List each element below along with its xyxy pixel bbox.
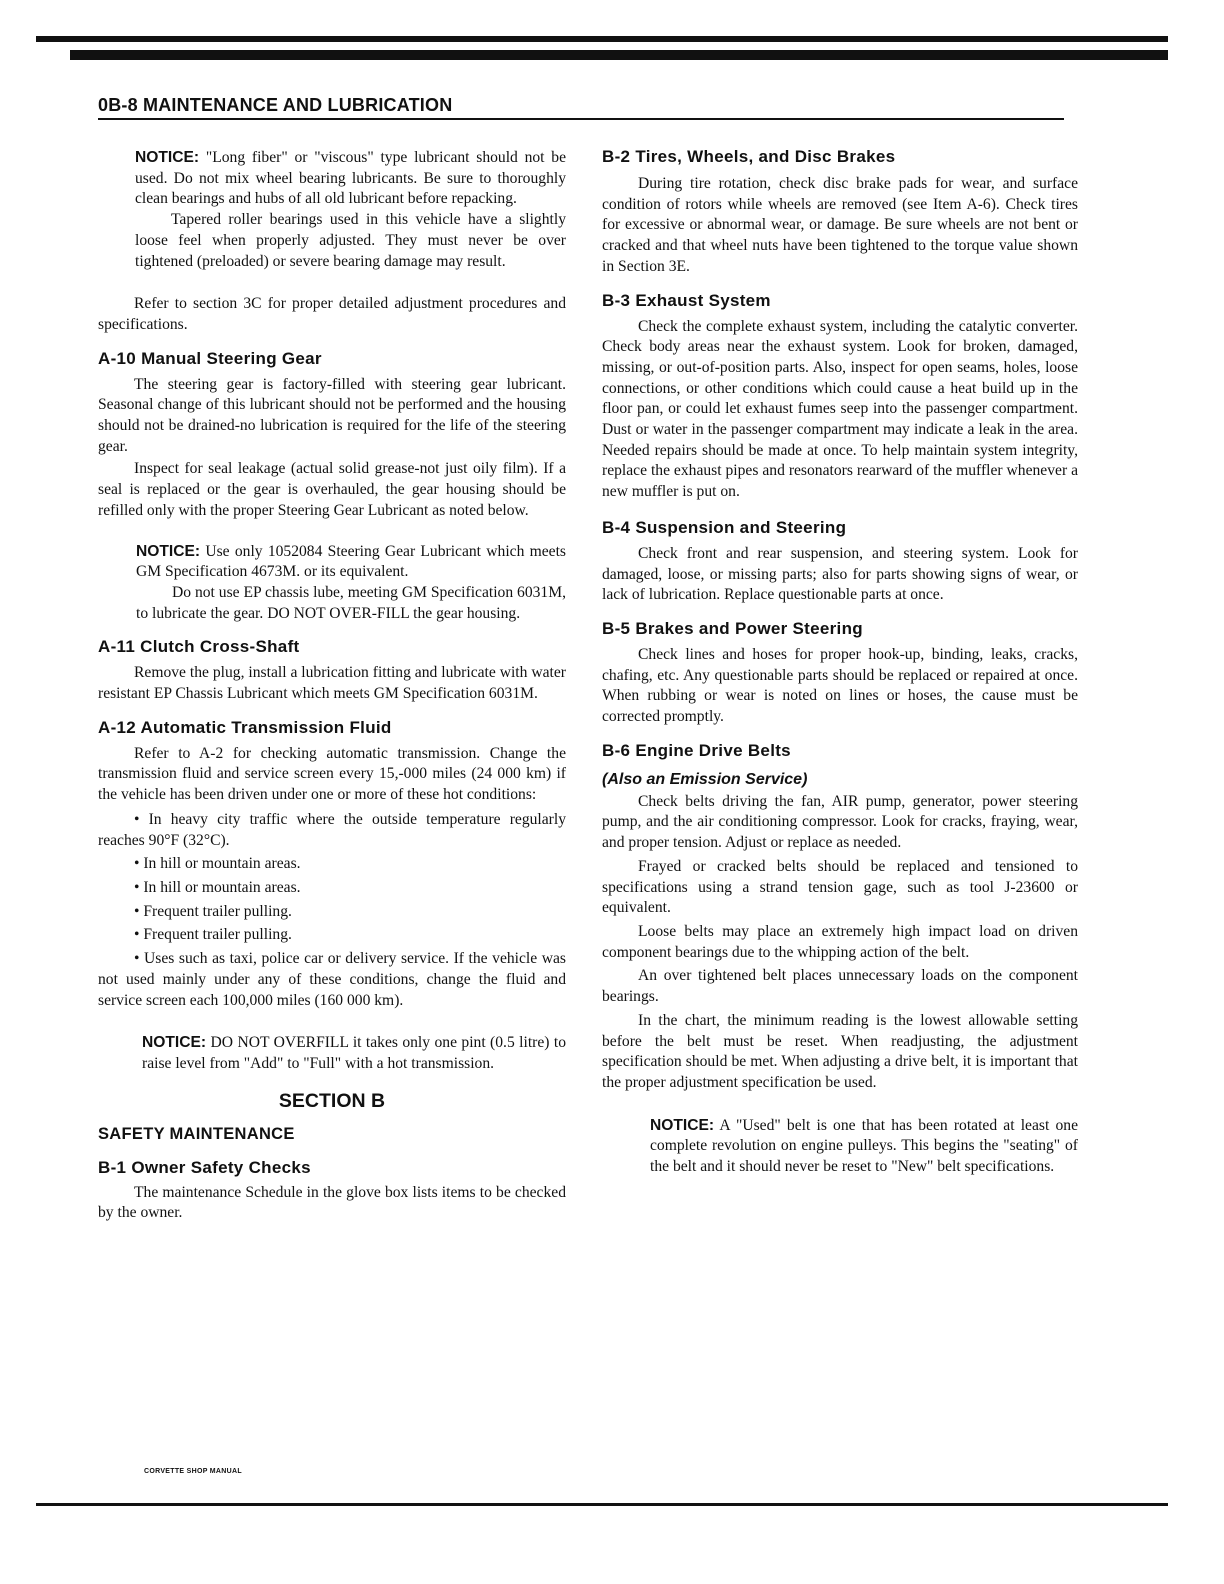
heading-a10: A-10 Manual Steering Gear	[98, 348, 322, 368]
notice-text: DO NOT OVERFILL it takes only one pint (0.5 litre) to raise level from "Add" to "Full" with a hot transmission.	[142, 1034, 566, 1072]
b6-paragraph-2: Frayed or cracked belts should be replaced and tensioned to specifications using a strand tension gage, such as tool J-23600 or equivalent.	[602, 857, 1078, 917]
right-column	[602, 146, 1078, 1178]
b4-paragraph-1: Check front and rear suspension, and steering system. Look for damaged, loose, or missing parts; also for parts showing signs of wear, or lack of lubrication. Replace questionable parts at once.	[602, 544, 1078, 604]
a12-bullet-3: • In hill or mountain areas.	[134, 878, 301, 896]
notice-text: Use only 1052084 Steering Gear Lubricant which meets GM Specification 4673M. or its equivalent.	[136, 542, 566, 581]
heading-a12: A-12 Automatic Transmission Fluid	[98, 717, 392, 737]
notice-label: NOTICE:	[136, 542, 201, 560]
refer-paragraph: Refer to section 3C for proper detailed adjustment procedures and specifications.	[98, 295, 566, 333]
heading-b4: B-4 Suspension and Steering	[602, 517, 847, 537]
a10-paragraph-2: Inspect for seal leakage (actual solid grease-not just oily film). If a seal is replaced or the gear is overhauled, the gear housing should be refilled only with the proper Steering Gear Lubricant as noted below.	[98, 460, 566, 519]
b6-subheading: (Also an Emission Service)	[602, 770, 808, 788]
notice-overfill	[142, 1033, 566, 1074]
a11-paragraph-1: Remove the plug, install a lubrication fitting and lubricate with water resistant EP Chassis Lubricant which meets GM Specification 6031M.	[98, 664, 566, 703]
notice-wheel-bearing	[135, 148, 566, 272]
heading-b5: B-5 Brakes and Power Steering	[602, 618, 863, 638]
top-rule-thick	[70, 50, 1168, 60]
notice-paragraph	[650, 1116, 1078, 1178]
safety-maintenance-heading: SAFETY MAINTENANCE	[98, 1124, 295, 1143]
a10-paragraph-1: The steering gear is factory-filled with steering gear lubricant. Seasonal change of this lubricant should not be performed and the housing should not be drained-no lubrication is required for the life of the steering gear.	[98, 375, 566, 455]
notice-paragraph	[135, 148, 566, 210]
b5-paragraph-1: Check lines and hoses for proper hook-up, binding, leaks, cracks, chafing, etc. Any questionable parts should be replaced or repaired at once. When rubbing or wear is noted on lines or hoses, the cause must be corrected promptly.	[602, 645, 1078, 726]
notice-label: NOTICE:	[650, 1116, 715, 1134]
notice-text-2: Tapered roller bearings used in this vehicle have a slightly loose feel when properly adjusted. They must never be over tightened (preloaded) or severe bearing damage may result.	[135, 211, 566, 270]
bottom-rule	[36, 1503, 1168, 1506]
notice-text-2: Do not use EP chassis lube, meeting GM Specification 6031M, to lubricate the gear. DO NOT OVER-FILL the gear housing.	[136, 583, 566, 622]
section-b-title: SECTION B	[278, 1089, 386, 1112]
heading-b2: B-2 Tires, Wheels, and Disc Brakes	[602, 147, 896, 166]
notice-text: A "Used" belt is one that has been rotated at least one complete revolution on engine pulleys. This begins the "seating" of the belt and it should never be reset to "New" belt specifications.	[650, 1116, 1078, 1176]
b2-paragraph-1: During tire rotation, check disc brake pads for wear, and surface condition of rotors while wheels are removed (see Item A-6). Check tires for excessive or abnormal wear, or damage. Be sure wheels are not bent or cracked and that wheel nuts have been tightened to the torque value shown in Section 3E.	[602, 175, 1078, 275]
footer-text: CORVETTE SHOP MANUAL	[144, 1468, 242, 1475]
notice-label: NOTICE:	[142, 1034, 207, 1052]
left-column	[98, 148, 566, 1224]
b1-paragraph-1: The maintenance Schedule in the glove box lists items to be checked by the owner.	[98, 1183, 566, 1222]
notice-label: NOTICE:	[135, 149, 200, 166]
notice-used-belt	[650, 1116, 1078, 1178]
heading-b3: B-3 Exhaust System	[602, 290, 771, 310]
b6-paragraph-1: Check belts driving the fan, AIR pump, generator, power steering pump, and the air conditioning compressor. Look for cracks, fraying, wear, and proper tension. Adjust or replace as needed.	[602, 792, 1078, 852]
notice-paragraph	[142, 1033, 566, 1074]
heading-b1: B-1 Owner Safety Checks	[98, 1157, 311, 1177]
heading-a11: A-11 Clutch Cross-Shaft	[98, 637, 300, 657]
a12-bullet-1: • In heavy city traffic where the outside temperature regularly reaches 90°F (32°C).	[98, 810, 566, 849]
a12-bullet-6: • Uses such as taxi, police car or delivery service. If the vehicle was not used mainly under any of these conditions, change the fluid and service screen each 100,000 miles (160 000 km).	[98, 950, 566, 1009]
a12-paragraph-1: Refer to A-2 for checking automatic transmission. Change the transmission fluid and service screen every 15,-000 miles (24 000 km) if the vehicle has been driven under one or more of these hot conditions:	[98, 744, 566, 804]
notice-paragraph	[136, 542, 566, 583]
b6-paragraph-5: In the chart, the minimum reading is the lowest allowable setting before the belt must be reset. When readjusting, the adjustment specification should be met. When adjusting a drive belt, it is important that the proper adjustment specification be used.	[602, 1011, 1078, 1091]
a12-bullet-4: • Frequent trailer pulling.	[134, 902, 292, 920]
b6-paragraph-4: An over tightened belt places unnecessary loads on the component bearings.	[602, 967, 1078, 1006]
b3-paragraph-1: Check the complete exhaust system, including the catalytic converter. Check body areas near the exhaust system. Look for broken, damaged, missing, or out-of-position parts. Also, inspect for open seams, holes, loose connections, or other conditions which could cause a heat build up in the floor pan, or could let exhaust fumes seep into the passenger compartment. Dust or water in the passenger compartment may indicate a leak in the area. Needed repairs should be made at once. To help maintain system integrity, replace the exhaust pipes and resonators rearward of the muffler whenever a new muffler is put on.	[602, 317, 1078, 501]
top-rule	[36, 36, 1168, 42]
heading-b6: B-6 Engine Drive Belts	[602, 740, 791, 760]
notice-text: "Long fiber" or "viscous" type lubricant should not be used. Do not mix wheel bearing lubricants. Be sure to thoroughly clean bearings and hubs of all old lubricant before repacking.	[135, 149, 566, 208]
header-rule	[98, 118, 1064, 120]
a12-bullet-2: • In hill or mountain areas.	[134, 855, 301, 873]
b6-paragraph-3: Loose belts may place an extremely high impact load on driven component bearings due to the whipping action of the belt.	[602, 922, 1078, 961]
notice-steering-lubricant	[136, 542, 566, 625]
page-header-title: 0B-8 MAINTENANCE AND LUBRICATION	[98, 95, 453, 115]
a12-bullet-5: • Frequent trailer pulling.	[134, 926, 292, 944]
